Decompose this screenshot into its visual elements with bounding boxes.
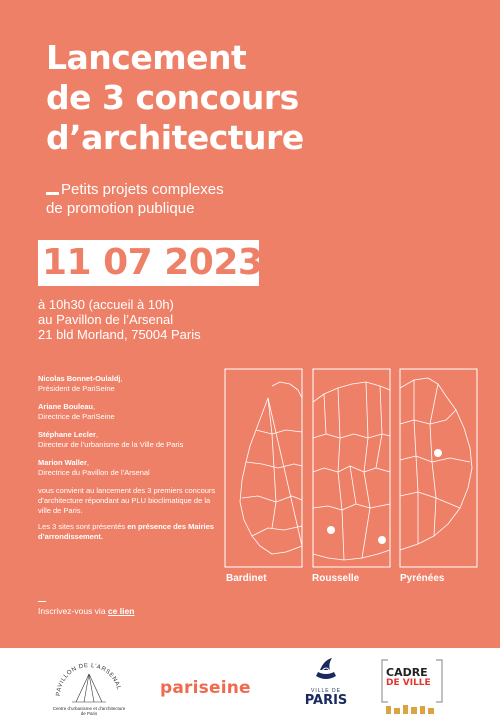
site-marker-rousselle [327, 526, 335, 534]
map-label-rousselle: Rousselle [312, 573, 360, 584]
site-marker-rousselle [378, 536, 386, 544]
svg-text:PAVILLON DE L’ARSENAL [56, 663, 121, 696]
organizer-name: Ariane Bouleau [38, 402, 94, 411]
map-label-pyrenees: Pyrénées [400, 573, 445, 584]
map-rousselle [313, 382, 390, 560]
map-pyrenees [400, 378, 472, 550]
site-maps [224, 368, 480, 568]
venue-time: à 10h30 (accueil à 10h) [38, 297, 174, 312]
title-line: d’architecture [46, 118, 304, 157]
page-title [46, 38, 304, 158]
pavillon-caption: Centre d’urbanisme et d’architecture de Paris [52, 706, 126, 716]
pariseine-logo: pariseine [160, 678, 251, 698]
ville-de-text: VILLE DE [311, 688, 341, 694]
subtitle [46, 180, 224, 218]
venue-address: 21 bld Morland, 75004 Paris [38, 327, 201, 342]
organizer-name: Marion Waller [38, 458, 87, 467]
organizer-role: Directeur de l’urbanisme de la Ville de Paris [38, 440, 184, 449]
pavillon-arc-text: PAVILLON DE L’ARSENAL [55, 662, 122, 697]
signup [38, 601, 134, 617]
footer-logos [0, 648, 500, 722]
event-date: 11 07 2023 [38, 240, 259, 286]
de-ville-text: DE VILLE [386, 678, 431, 688]
title-line: Lancement [46, 38, 247, 77]
ville-de-paris-logo [303, 656, 349, 716]
organizer: Nicolas Bonnet-Oulaldj, Président de PariSeine [38, 374, 123, 393]
map-frame-bardinet [225, 369, 302, 567]
organizer-name: Nicolas Bonnet-Oulaldj [38, 374, 121, 383]
organizer-role: Président de PariSeine [38, 384, 115, 393]
title-line: de 3 concours [46, 78, 299, 117]
pavillon-arsenal-logo [50, 656, 128, 718]
map-bardinet [240, 382, 302, 554]
organizer: Stéphane Lecler, Directeur de l’urbanisme de la Ville de Paris [38, 430, 184, 449]
organizer: Ariane Bouleau, Directrice de PariSeine [38, 402, 115, 421]
sites-text: Les 3 sites sont présentés en présence des Mairies d’arrondissement. [38, 522, 214, 541]
organizer-role: Directrice du Pavillon de l’Arsenal [38, 468, 150, 477]
signup-link[interactable]: ce lien [107, 606, 135, 616]
paris-ship-icon [312, 656, 340, 682]
subtitle-line: de promotion publique [46, 200, 195, 217]
invite-text: vous convient au lancement des 3 premiers concours d’architecture répondant au PLU bioclimatique de la ville de Paris. [38, 486, 216, 515]
dash-mark [38, 601, 46, 602]
pavillon-emblem-icon [50, 656, 128, 706]
organizer-name: Stéphane Lecler [38, 430, 96, 439]
site-marker-pyrenees [434, 449, 442, 457]
paris-text: PARIS [304, 693, 348, 708]
venue-place: au Pavillon de l’Arsenal [38, 312, 174, 327]
cadre-text: CADRE [386, 666, 428, 679]
cadre-de-ville-logo [380, 658, 444, 716]
venue [38, 297, 201, 342]
organizers [38, 374, 218, 548]
subtitle-line: Petits projets complexes [61, 181, 224, 198]
map-label-bardinet: Bardinet [226, 573, 267, 584]
dash-mark [46, 192, 59, 195]
map-frame-pyrenees [400, 369, 477, 567]
organizer: Marion Waller, Directrice du Pavillon de l’Arsenal [38, 458, 150, 477]
organizer-role: Directrice de PariSeine [38, 412, 115, 421]
signup-text: Inscrivez-vous via [38, 606, 108, 616]
